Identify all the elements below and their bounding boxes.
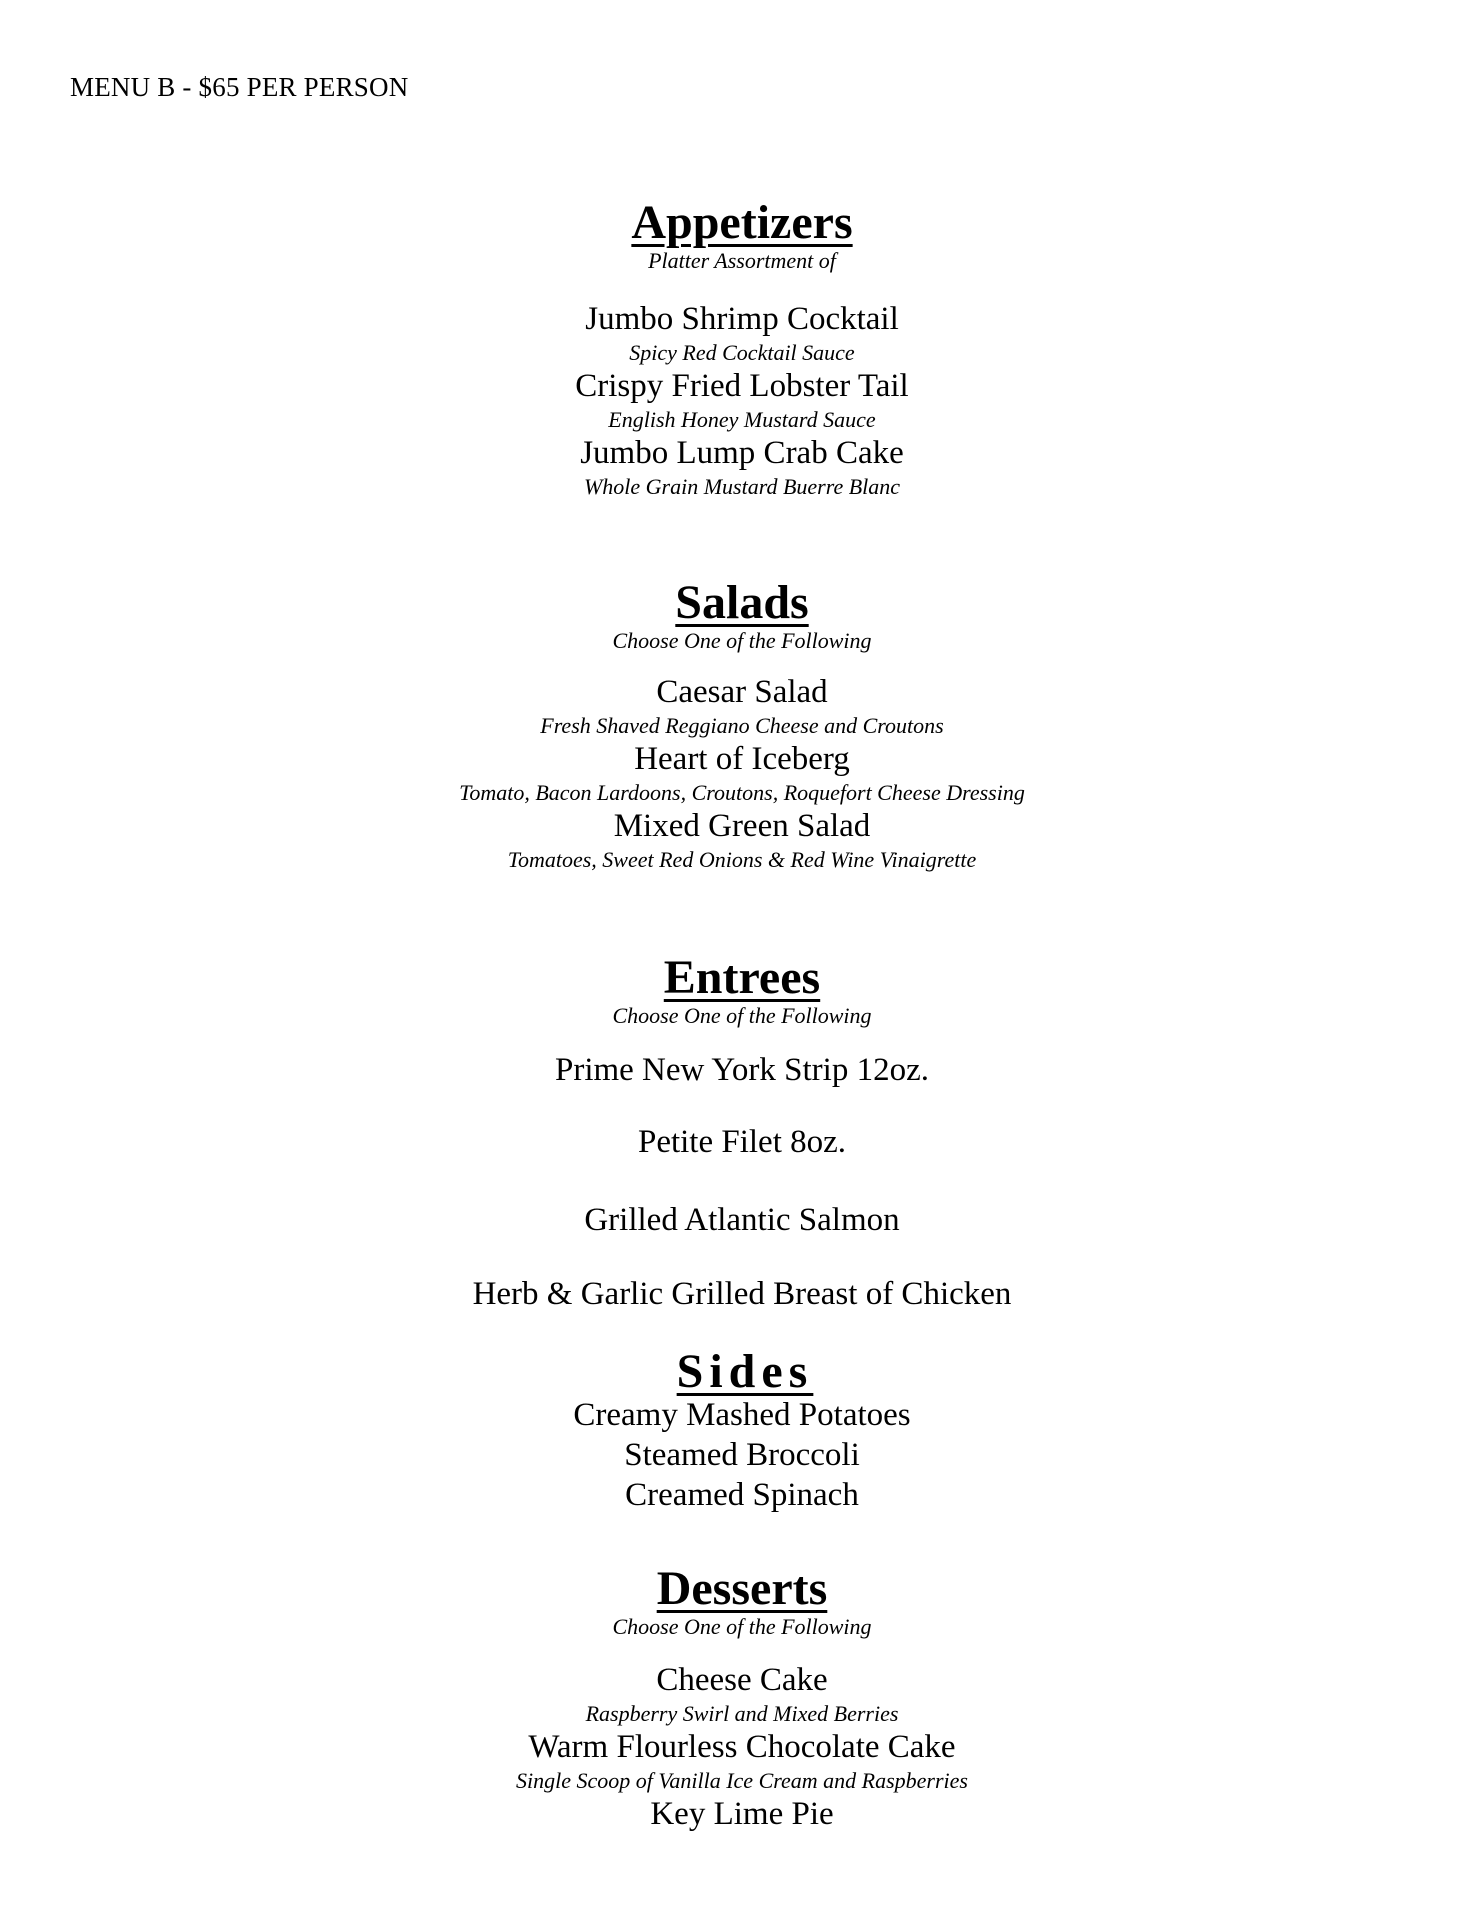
appetizers-section bbox=[0, 196, 1484, 500]
section-heading-desserts: Desserts bbox=[656, 1562, 828, 1615]
desserts-section bbox=[0, 1562, 1484, 1834]
menu-item-name: Caesar Salad bbox=[656, 674, 828, 710]
salads-section bbox=[0, 576, 1484, 873]
menu-item-description: Raspberry Swirl and Mixed Berries bbox=[585, 1701, 899, 1726]
section-subtitle-salads: Choose One of the Following bbox=[612, 628, 872, 653]
menu-item-name: Herb & Garlic Grilled Breast of Chicken bbox=[472, 1276, 1012, 1312]
section-subtitle-appetizers: Platter Assortment of bbox=[648, 248, 836, 273]
section-subtitle-desserts: Choose One of the Following bbox=[612, 1614, 872, 1639]
menu-item-name: Prime New York Strip 12oz. bbox=[554, 1052, 929, 1088]
menu-item-name: Jumbo Shrimp Cocktail bbox=[585, 301, 899, 337]
section-heading-salads: Salads bbox=[675, 576, 809, 629]
menu-item-name: Petite Filet 8oz. bbox=[637, 1124, 847, 1160]
menu-item-name: Cheese Cake bbox=[656, 1662, 828, 1698]
sides-section bbox=[0, 1345, 1484, 1515]
menu-item-name: Jumbo Lump Crab Cake bbox=[580, 435, 904, 471]
menu-item-name: Steamed Broccoli bbox=[624, 1437, 860, 1473]
menu-item-name: Grilled Atlantic Salmon bbox=[584, 1202, 900, 1238]
menu-item-name: Creamed Spinach bbox=[625, 1477, 859, 1513]
menu-item-description: Spicy Red Cocktail Sauce bbox=[629, 340, 855, 365]
menu-item-name: Crispy Fried Lobster Tail bbox=[575, 368, 909, 404]
menu-item-name: Key Lime Pie bbox=[650, 1796, 834, 1832]
section-heading-appetizers: Appetizers bbox=[631, 196, 853, 249]
menu-price-label: MENU B - $65 PER PERSON bbox=[70, 72, 409, 102]
section-heading-entrees: Entrees bbox=[663, 951, 821, 1004]
menu-item-description: Whole Grain Mustard Buerre Blanc bbox=[583, 474, 901, 499]
menu-item-description: Single Scoop of Vanilla Ice Cream and Raspberries bbox=[516, 1768, 968, 1793]
menu-item-name: Mixed Green Salad bbox=[613, 808, 871, 844]
menu-item-description: English Honey Mustard Sauce bbox=[608, 407, 876, 432]
menu-item-name: Creamy Mashed Potatoes bbox=[573, 1397, 911, 1433]
menu-item-description: Tomatoes, Sweet Red Onions & Red Wine Vinaigrette bbox=[507, 847, 977, 872]
menu-item-name: Warm Flourless Chocolate Cake bbox=[528, 1729, 956, 1765]
section-heading-sides: Sides bbox=[676, 1345, 814, 1398]
menu-item-name: Heart of Iceberg bbox=[634, 741, 850, 777]
entrees-section bbox=[0, 951, 1484, 1314]
menu-item-description: Fresh Shaved Reggiano Cheese and Croutons bbox=[540, 713, 944, 738]
section-subtitle-entrees: Choose One of the Following bbox=[612, 1003, 872, 1028]
menu-item-description: Tomato, Bacon Lardoons, Croutons, Roquefort Cheese Dressing bbox=[459, 780, 1025, 805]
